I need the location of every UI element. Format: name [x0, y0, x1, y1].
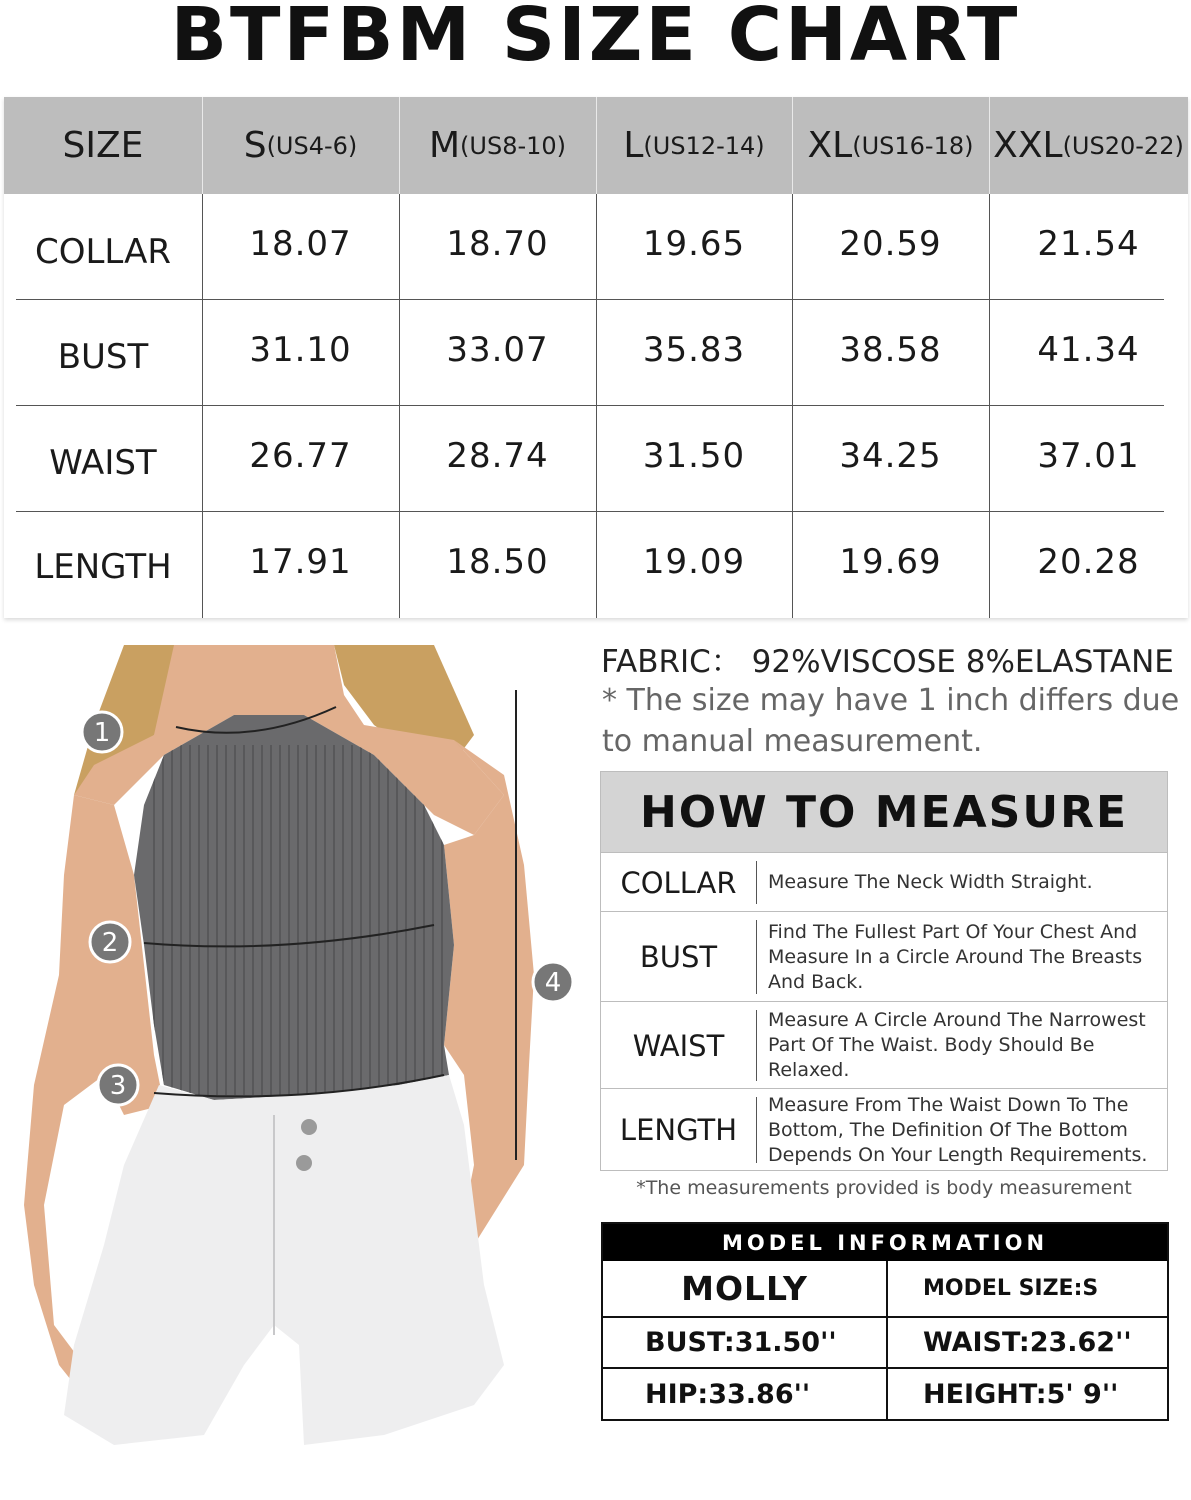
measure-row-collar	[601, 852, 1167, 912]
table-cell: 33.07	[446, 330, 549, 370]
fabric-composition: FABRIC： 92%VISCOSE 8%ELASTANE	[601, 644, 1174, 680]
shorts-button	[301, 1119, 317, 1135]
size-column-header	[202, 97, 399, 194]
row-divider	[16, 299, 1164, 300]
header-divider	[989, 97, 990, 194]
size-name: M	[428, 125, 461, 166]
marker-3	[98, 1065, 138, 1105]
size-name: L	[623, 125, 644, 166]
measure-label: COLLAR	[620, 865, 737, 900]
size-name: S	[243, 125, 267, 166]
measure-label: BUST	[639, 940, 718, 974]
size-us-range: (US4-6)	[266, 131, 358, 160]
size-us-range: (US12-14)	[643, 131, 765, 160]
model-height: HEIGHT:5' 9''	[923, 1378, 1119, 1410]
denim-shorts-shape	[64, 1075, 504, 1445]
model-waist: WAIST:23.62''	[923, 1327, 1132, 1358]
table-cell: 37.01	[1037, 436, 1140, 476]
row-label-bust: BUST	[57, 337, 149, 377]
measure-description: Find The Fullest Part Of Your Chest And Measure In a Circle Around The Breasts And Back.	[768, 920, 1143, 993]
how-to-measure-title: HOW TO MEASURE	[601, 772, 1167, 852]
row-divider	[16, 511, 1164, 512]
size-note: * The size may have 1 inch differs due to manual measurement.	[602, 683, 1180, 759]
table-cell: 31.10	[249, 330, 352, 370]
size-header-label: SIZE	[62, 125, 144, 166]
row-label-waist: WAIST	[49, 443, 157, 483]
size-us-range: (US8-10)	[460, 131, 567, 160]
table-cell: 38.58	[839, 330, 942, 370]
model-column-divider	[886, 1261, 888, 1419]
table-cell: 41.34	[1037, 330, 1140, 370]
measure-label: LENGTH	[619, 1113, 738, 1147]
marker-2	[90, 922, 130, 962]
size-column-header	[792, 97, 989, 194]
measure-row-waist	[601, 1001, 1167, 1089]
measure-description: Measure A Circle Around The Narrowest Part Of The Waist. Body Should Be Relaxed.	[768, 1009, 1146, 1081]
table-cell: 21.54	[1037, 224, 1140, 264]
model-illustration	[4, 645, 562, 1497]
model-hip: HIP:33.86''	[645, 1378, 811, 1410]
marker-number: 4	[544, 968, 562, 998]
table-cell: 31.50	[642, 436, 746, 476]
size-column-header	[989, 97, 1188, 194]
measure-label: WAIST	[632, 1028, 725, 1063]
header-divider	[202, 97, 203, 194]
measure-divider	[756, 1097, 757, 1163]
how-to-measure-table	[600, 771, 1168, 1171]
page-title: BTFBM SIZE CHART	[170, 0, 1021, 78]
marker-number: 3	[109, 1071, 127, 1101]
model-name: MOLLY	[681, 1269, 808, 1308]
size-name: XL	[807, 125, 853, 166]
size-us-range: (US20-22)	[1062, 131, 1184, 160]
measure-row-bust	[601, 911, 1167, 1002]
size-us-range: (US16-18)	[852, 131, 974, 160]
measure-description: Measure The Neck Width Straight.	[768, 871, 1093, 893]
measure-row-length	[601, 1088, 1167, 1171]
marker-number: 1	[93, 718, 111, 748]
measure-divider	[756, 861, 757, 904]
table-cell: 19.65	[642, 224, 746, 264]
table-cell: 20.28	[1037, 542, 1140, 582]
table-cell: 18.07	[249, 224, 352, 264]
table-cell: 18.50	[446, 542, 549, 582]
table-cell: 17.91	[249, 542, 352, 582]
size-column-header	[596, 97, 792, 194]
table-cell: 20.59	[839, 224, 942, 264]
model-size: MODEL SIZE:S	[923, 1276, 1099, 1301]
row-label-length: LENGTH	[34, 547, 172, 587]
model-information-table	[601, 1222, 1169, 1421]
row-label-collar: COLLAR	[34, 232, 172, 272]
marker-4	[533, 962, 573, 1002]
table-cell: 19.09	[642, 542, 746, 582]
measurement-footnote: *The measurements provided is body measurement	[636, 1177, 1132, 1199]
header-divider	[596, 97, 597, 194]
table-cell: 34.25	[839, 436, 942, 476]
row-divider	[16, 405, 1164, 406]
table-cell: 19.69	[839, 542, 942, 582]
size-column-header	[399, 97, 596, 194]
measure-divider	[756, 920, 757, 994]
measure-description: Measure From The Waist Down To The Bottom, The Definition Of The Bottom Depends On Your Length Requirements.	[768, 1093, 1148, 1166]
marker-number: 2	[101, 928, 119, 958]
header-divider	[399, 97, 400, 194]
size-chart-table	[4, 97, 1188, 618]
model-information-title: MODEL INFORMATION	[603, 1224, 1167, 1261]
table-cell: 35.83	[642, 330, 746, 370]
model-photo	[4, 645, 562, 1497]
size-name: XXL	[993, 125, 1063, 166]
shorts-button	[296, 1155, 312, 1171]
measure-divider	[756, 1010, 757, 1081]
header-divider	[792, 97, 793, 194]
table-cell: 26.77	[249, 436, 352, 476]
model-bust: BUST:31.50''	[645, 1327, 837, 1358]
table-cell: 18.70	[446, 224, 549, 264]
marker-1	[82, 712, 122, 752]
table-cell: 28.74	[446, 436, 549, 476]
